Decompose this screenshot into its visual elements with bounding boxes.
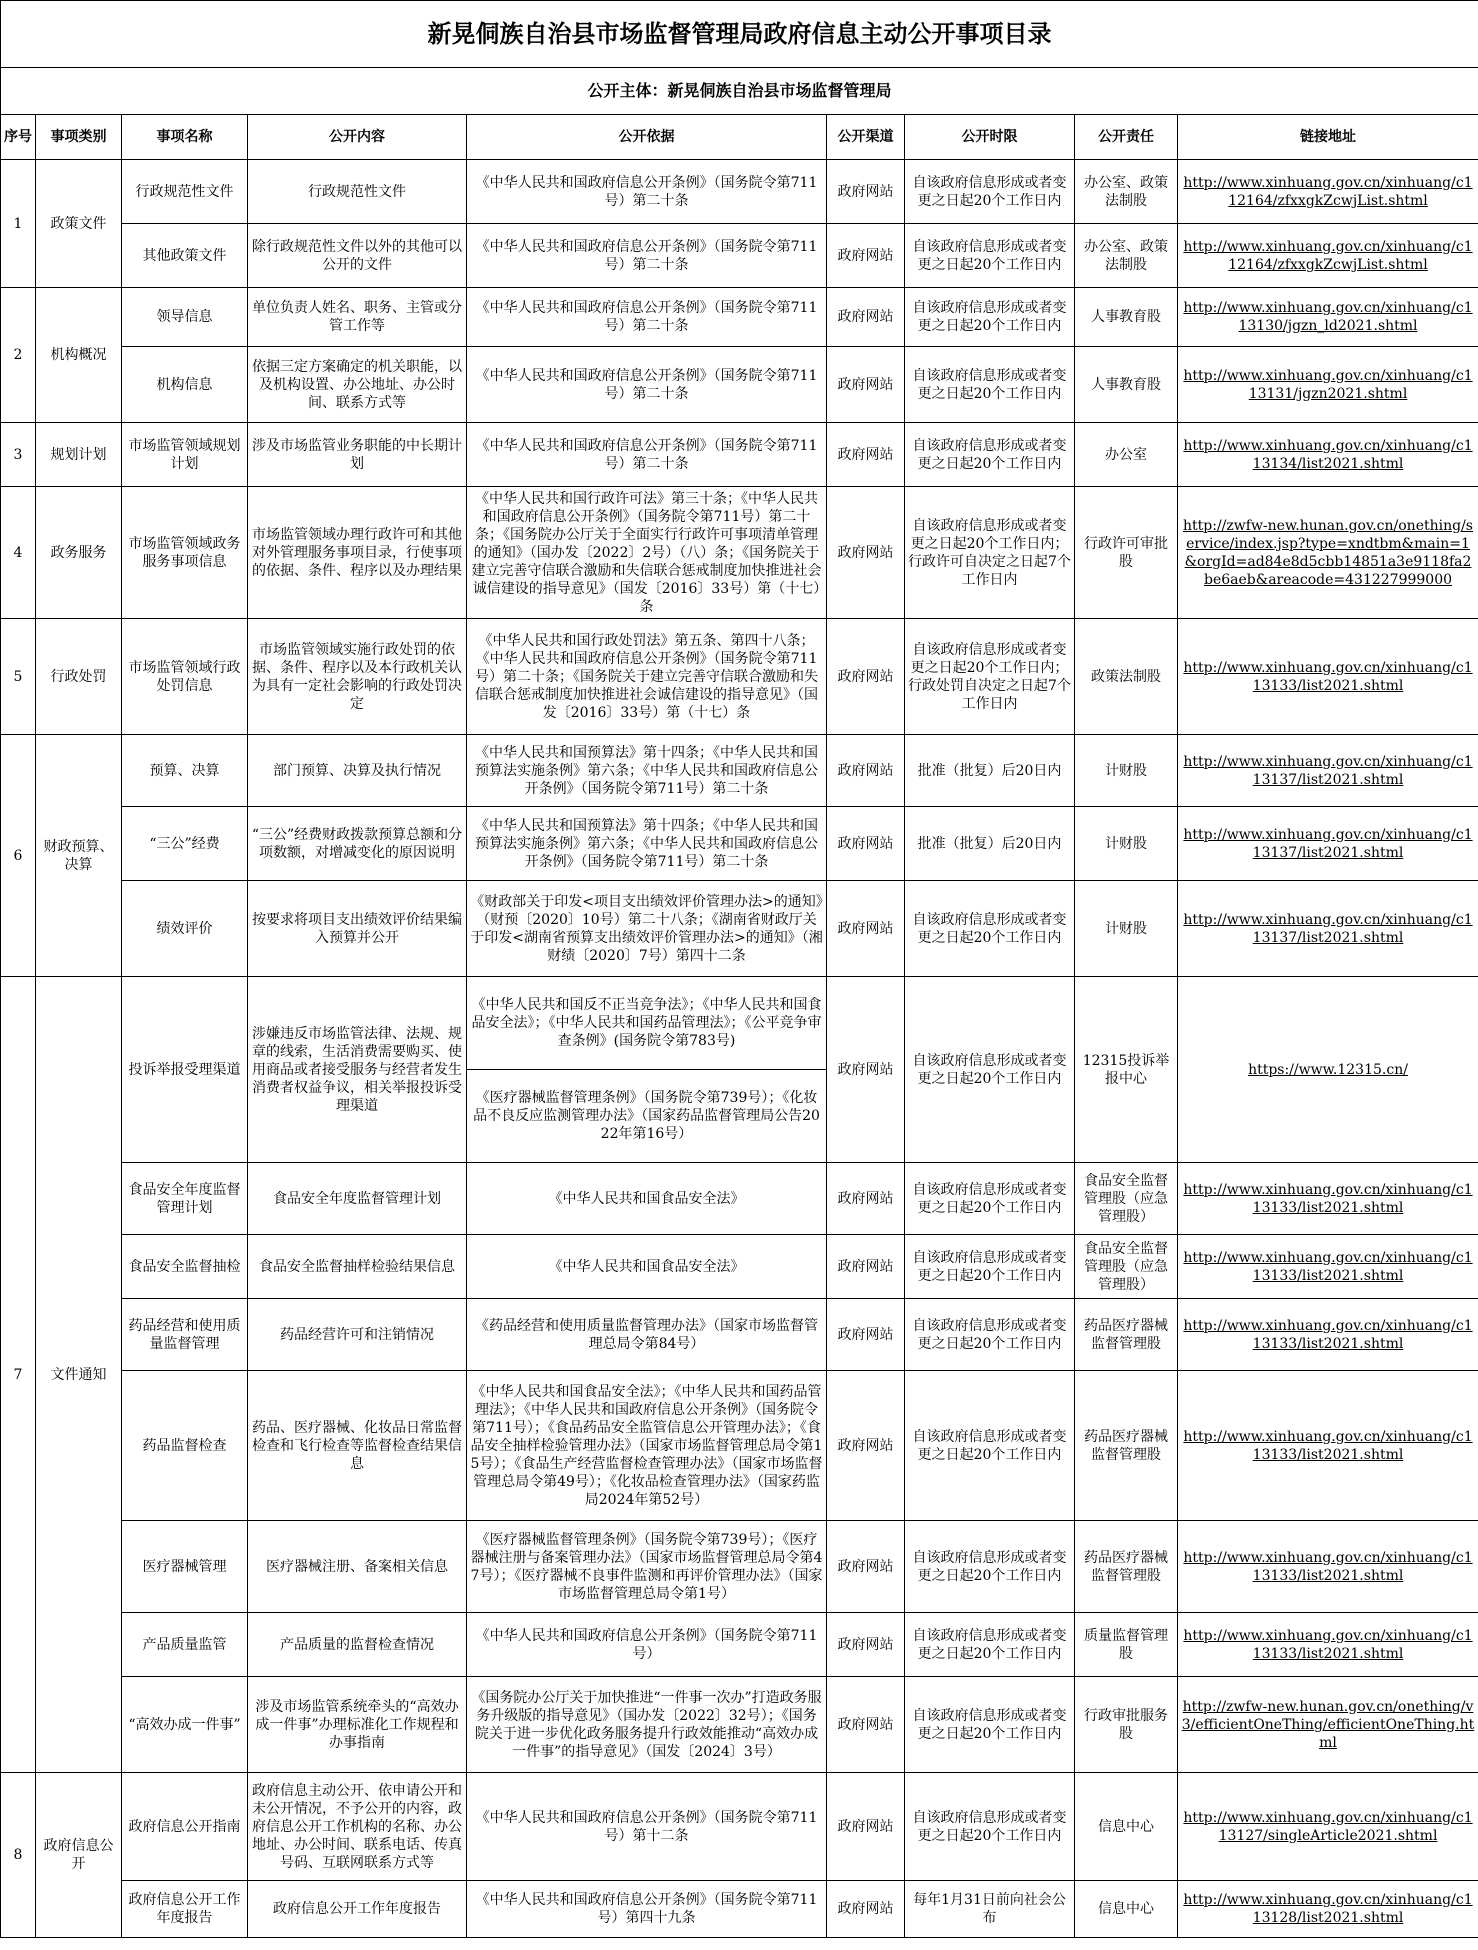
item-time: 自该政府信息形成或者变更之日起20个工作日内 xyxy=(905,224,1075,288)
table-row xyxy=(1,288,1478,347)
item-channel: 政府网站 xyxy=(827,807,905,881)
item-basis: 《中华人民共和国政府信息公开条例》（国务院令第711号）第四十九条 xyxy=(467,1881,827,1938)
row-number: 6 xyxy=(1,735,36,977)
item-channel: 政府网站 xyxy=(827,977,905,1163)
item-channel: 政府网站 xyxy=(827,735,905,807)
item-link-cell xyxy=(1178,881,1478,977)
item-basis: 《中华人民共和国政府信息公开条例》（国务院令第711号）第二十条 xyxy=(467,288,827,347)
item-content: 涉及市场监管系统牵头的“高效办成一件事”办理标准化工作规程和办事指南 xyxy=(248,1677,467,1773)
item-time: 自该政府信息形成或者变更之日起20个工作日内 xyxy=(905,1677,1075,1773)
item-channel: 政府网站 xyxy=(827,1235,905,1299)
item-link[interactable]: https://www.12315.cn/ xyxy=(1248,1061,1408,1078)
item-time: 自该政府信息形成或者变更之日起20个工作日内 xyxy=(905,1163,1075,1235)
item-duty: 计财股 xyxy=(1075,735,1178,807)
item-basis: 《国务院办公厅关于加快推进“一件事一次办”打造政务服务升级版的指导意见》（国办发〔2022〕32号）；《国务院关于进一步优化政务服务提升行政效能推动“高效办成一件事”的指导意见》（国发〔2024〕3号） xyxy=(467,1677,827,1773)
item-link[interactable]: http://www.xinhuang.gov.cn/xinhuang/c113130/jgzn_ld2021.shtml xyxy=(1183,300,1473,334)
row-category: 文件通知 xyxy=(36,977,122,1773)
item-name: 食品安全年度监督管理计划 xyxy=(122,1163,248,1235)
item-link[interactable]: http://www.xinhuang.gov.cn/xinhuang/c113133/list2021.shtml xyxy=(1183,1627,1473,1662)
table-row xyxy=(1,1677,1478,1773)
item-link-cell xyxy=(1178,423,1478,487)
item-content: 涉及市场监管业务职能的中长期计划 xyxy=(248,423,467,487)
item-name: 绩效评价 xyxy=(122,881,248,977)
item-channel: 政府网站 xyxy=(827,1613,905,1677)
item-basis: 《中华人民共和国行政处罚法》第五条、第四十八条；《中华人民共和国政府信息公开条例》（国务院令第711号）第二十条；《国务院关于建立完善守信联合激励和失信联合惩戒制度加快推进社会诚信建设的指导意见》（国发〔2016〕33号）第（十七）条 xyxy=(467,619,827,735)
table-row xyxy=(1,619,1478,735)
row-category: 行政处罚 xyxy=(36,619,122,735)
item-time: 自该政府信息形成或者变更之日起20个工作日内 xyxy=(905,1235,1075,1299)
item-time: 自该政府信息形成或者变更之日起20个工作日内 xyxy=(905,423,1075,487)
item-content: 食品安全监督抽样检验结果信息 xyxy=(248,1235,467,1299)
item-channel: 政府网站 xyxy=(827,1299,905,1371)
item-time: 自该政府信息形成或者变更之日起20个工作日内 xyxy=(905,1773,1075,1881)
item-name: 领导信息 xyxy=(122,288,248,347)
item-link-cell xyxy=(1178,1521,1478,1613)
item-link[interactable]: http://www.xinhuang.gov.cn/xinhuang/c113133/list2021.shtml xyxy=(1183,659,1473,694)
item-link[interactable]: http://www.xinhuang.gov.cn/xinhuang/c113137/list2021.shtml xyxy=(1183,911,1473,946)
item-duty: 药品医疗器械监督管理股 xyxy=(1075,1371,1178,1521)
item-content: 按要求将项目支出绩效评价结果编入预算并公开 xyxy=(248,881,467,977)
item-name: 机构信息 xyxy=(122,347,248,423)
header-content: 公开内容 xyxy=(248,115,467,160)
item-link-cell xyxy=(1178,1613,1478,1677)
item-content: 依据三定方案确定的机关职能，以及机构设置、办公地址、办公时间、联系方式等 xyxy=(248,347,467,423)
table-row xyxy=(1,1163,1478,1235)
item-duty: 办公室、政策法制股 xyxy=(1075,224,1178,288)
item-time: 自该政府信息形成或者变更之日起20个工作日内 xyxy=(905,1299,1075,1371)
header-category: 事项类别 xyxy=(36,115,122,160)
page-title: 新晃侗族自治县市场监督管理局政府信息主动公开事项目录 xyxy=(1,1,1478,68)
item-name: 食品安全监督抽检 xyxy=(122,1235,248,1299)
item-time: 自该政府信息形成或者变更之日起20个工作日内 xyxy=(905,1371,1075,1521)
header-basis: 公开依据 xyxy=(467,115,827,160)
item-name: 市场监管领域规划计划 xyxy=(122,423,248,487)
item-duty: 人事教育股 xyxy=(1075,288,1178,347)
item-link[interactable]: http://www.xinhuang.gov.cn/xinhuang/c113133/list2021.shtml xyxy=(1183,1549,1473,1584)
item-basis: 《中华人民共和国政府信息公开条例》（国务院令第711号）第二十条 xyxy=(467,224,827,288)
item-link-cell xyxy=(1178,288,1478,347)
item-content: 涉嫌违反市场监管法律、法规、规章的线索，生活消费需要购买、使用商品或者接受服务与经营者发生消费者权益争议，相关举报投诉受理渠道 xyxy=(248,977,467,1163)
item-content: 行政规范性文件 xyxy=(248,160,467,224)
item-duty: 食品安全监督管理股（应急管理股） xyxy=(1075,1235,1178,1299)
item-channel: 政府网站 xyxy=(827,423,905,487)
header-no: 序号 xyxy=(1,115,36,160)
item-name: “高效办成一件事” xyxy=(122,1677,248,1773)
row-category: 机构概况 xyxy=(36,288,122,423)
item-name: 市场监管领域政务服务事项信息 xyxy=(122,487,248,619)
item-name: 其他政策文件 xyxy=(122,224,248,288)
item-basis: 《中华人民共和国政府信息公开条例》（国务院令第711号）第十二条 xyxy=(467,1773,827,1881)
item-content: 单位负责人姓名、职务、主管或分管工作等 xyxy=(248,288,467,347)
item-basis: 《中华人民共和国预算法》第十四条；《中华人民共和国预算法实施条例》第六条；《中华人民共和国政府信息公开条例》（国务院令第711号）第二十条 xyxy=(467,735,827,807)
table-row xyxy=(1,1881,1478,1938)
item-basis: 《中华人民共和国食品安全法》；《中华人民共和国药品管理法》；《中华人民共和国政府信息公开条例》（国务院令第711号）；《食品药品安全监管信息公开管理办法》；《食品安全抽样检验管理办法》（国家市场监督管理总局令第15号）；《食品生产经营监督检查管理办法》（国家市场监督管理总局令第49号）；《化妆品检查管理办法》（国家药监局2024年第52号） xyxy=(467,1371,827,1521)
table-row xyxy=(1,1299,1478,1371)
item-basis: 《医疗器械监督管理条例》（国务院令第739号）；《医疗器械注册与备案管理办法》（国家市场监督管理总局令第47号）；《医疗器械不良事件监测和再评价管理办法》（国家市场监督管理总局令第1号） xyxy=(467,1521,827,1613)
item-link[interactable]: http://www.xinhuang.gov.cn/xinhuang/c113127/singleArticle2021.shtml xyxy=(1183,1809,1473,1844)
item-link-cell xyxy=(1178,619,1478,735)
row-number: 4 xyxy=(1,487,36,619)
item-time: 每年1月31日前向社会公布 xyxy=(905,1881,1075,1938)
item-name: 政府信息公开工作年度报告 xyxy=(122,1881,248,1938)
item-name: 行政规范性文件 xyxy=(122,160,248,224)
item-channel: 政府网站 xyxy=(827,1881,905,1938)
item-basis: 《中华人民共和国政府信息公开条例》（国务院令第711号）第二十条 xyxy=(467,423,827,487)
header-channel: 公开渠道 xyxy=(827,115,905,160)
publisher-subject: 公开主体：新晃侗族自治县市场监督管理局 xyxy=(1,68,1478,115)
row-number: 1 xyxy=(1,160,36,288)
item-time: 自该政府信息形成或者变更之日起20个工作日内 xyxy=(905,347,1075,423)
item-duty: 药品医疗器械监督管理股 xyxy=(1075,1521,1178,1613)
item-channel: 政府网站 xyxy=(827,619,905,735)
item-link-cell xyxy=(1178,977,1478,1163)
item-link-cell xyxy=(1178,1299,1478,1371)
item-link[interactable]: http://www.xinhuang.gov.cn/xinhuang/c113134/list2021.shtml xyxy=(1183,437,1473,472)
item-name: 预算、决算 xyxy=(122,735,248,807)
item-content: 药品、医疗器械、化妆品日常监督检查和飞行检查等监督检查结果信息 xyxy=(248,1371,467,1521)
table-row xyxy=(1,423,1478,487)
row-number: 8 xyxy=(1,1773,36,1938)
item-content: 医疗器械注册、备案相关信息 xyxy=(248,1521,467,1613)
item-time: 自该政府信息形成或者变更之日起20个工作日内；行政处罚自决定之日起7个工作日内 xyxy=(905,619,1075,735)
item-channel: 政府网站 xyxy=(827,347,905,423)
item-duty: 行政审批服务股 xyxy=(1075,1677,1178,1773)
header-time: 公开时限 xyxy=(905,115,1075,160)
item-duty: 信息中心 xyxy=(1075,1881,1178,1938)
item-duty: 信息中心 xyxy=(1075,1773,1178,1881)
item-content: 药品经营许可和注销情况 xyxy=(248,1299,467,1371)
item-basis: 《中华人民共和国政府信息公开条例》（国务院令第711号）第二十条 xyxy=(467,347,827,423)
item-link-cell xyxy=(1178,735,1478,807)
item-time: 自该政府信息形成或者变更之日起20个工作日内 xyxy=(905,160,1075,224)
item-link-cell xyxy=(1178,160,1478,224)
row-category: 规划计划 xyxy=(36,423,122,487)
item-channel: 政府网站 xyxy=(827,1163,905,1235)
item-name: 政府信息公开指南 xyxy=(122,1773,248,1881)
item-name: “三公”经费 xyxy=(122,807,248,881)
item-link-cell xyxy=(1178,1235,1478,1299)
item-duty: 12315投诉举报中心 xyxy=(1075,977,1178,1163)
item-content: 政府信息公开工作年度报告 xyxy=(248,1881,467,1938)
item-link[interactable]: http://www.xinhuang.gov.cn/xinhuang/c112164/zfxxgkZcwjList.shtml xyxy=(1183,174,1473,209)
table-row xyxy=(1,224,1478,288)
table-row xyxy=(1,347,1478,423)
table-row xyxy=(1,487,1478,619)
item-link-cell xyxy=(1178,1371,1478,1521)
table-row xyxy=(1,1521,1478,1613)
item-duty: 计财股 xyxy=(1075,807,1178,881)
item-duty: 人事教育股 xyxy=(1075,347,1178,423)
header-name: 事项名称 xyxy=(122,115,248,160)
item-link[interactable]: http://www.xinhuang.gov.cn/xinhuang/c112164/zfxxgkZcwjList.shtml xyxy=(1183,238,1473,273)
row-category: 政务服务 xyxy=(36,487,122,619)
item-basis: 《药品经营和使用质量监督管理办法》（国家市场监督管理总局令第84号） xyxy=(467,1299,827,1371)
row-number: 2 xyxy=(1,288,36,423)
item-link-cell xyxy=(1178,807,1478,881)
table-row xyxy=(1,1773,1478,1881)
header-duty: 公开责任 xyxy=(1075,115,1178,160)
item-link-cell xyxy=(1178,1881,1478,1938)
item-basis: 《中华人民共和国行政许可法》第三十条；《中华人民共和国政府信息公开条例》（国务院令第711号）第二十条；《国务院办公厅关于全面实行行政许可事项清单管理的通知》（国办发〔2022〕2号）（八）条；《国务院关于建立完善守信联合激励和失信联合惩戒制度加快推进社会诚信建设的指导意见》（国发〔2016〕33号）第（十七）条 xyxy=(467,487,827,619)
item-duty: 食品安全监督管理股（应急管理股） xyxy=(1075,1163,1178,1235)
item-content: 食品安全年度监督管理计划 xyxy=(248,1163,467,1235)
item-link-cell xyxy=(1178,1163,1478,1235)
item-time: 自该政府信息形成或者变更之日起20个工作日内 xyxy=(905,1613,1075,1677)
item-basis: 《中华人民共和国食品安全法》 xyxy=(467,1235,827,1299)
item-duty: 办公室、政策法制股 xyxy=(1075,160,1178,224)
row-category: 财政预算、决算 xyxy=(36,735,122,977)
item-channel: 政府网站 xyxy=(827,224,905,288)
item-basis: 《中华人民共和国政府信息公开条例》（国务院令第711号） xyxy=(467,1613,827,1677)
item-channel: 政府网站 xyxy=(827,1521,905,1613)
item-link-cell xyxy=(1178,487,1478,619)
item-time: 批准（批复）后20日内 xyxy=(905,807,1075,881)
item-name: 医疗器械管理 xyxy=(122,1521,248,1613)
item-time: 批准（批复）后20日内 xyxy=(905,735,1075,807)
item-time: 自该政府信息形成或者变更之日起20个工作日内 xyxy=(905,288,1075,347)
item-channel: 政府网站 xyxy=(827,288,905,347)
item-channel: 政府网站 xyxy=(827,1773,905,1881)
item-basis: 《财政部关于印发<项目支出绩效评价管理办法>的通知》（财预〔2020〕10号）第二十八条；《湖南省财政厅关于印发<湖南省预算支出绩效评价管理办法>的通知》（湘财绩〔2020〕7号）第四十二条 xyxy=(467,881,827,977)
item-channel: 政府网站 xyxy=(827,1677,905,1773)
table-row xyxy=(1,1235,1478,1299)
item-name: 药品监督检查 xyxy=(122,1371,248,1521)
item-link[interactable]: http://www.xinhuang.gov.cn/xinhuang/c113137/list2021.shtml xyxy=(1183,753,1473,788)
item-time: 自该政府信息形成或者变更之日起20个工作日内 xyxy=(905,977,1075,1163)
table-row xyxy=(1,977,1478,1070)
item-content: 除行政规范性文件以外的其他可以公开的文件 xyxy=(248,224,467,288)
item-link-cell xyxy=(1178,1773,1478,1881)
item-duty: 行政许可审批股 xyxy=(1075,487,1178,619)
item-name: 产品质量监管 xyxy=(122,1613,248,1677)
table-row xyxy=(1,1613,1478,1677)
item-content: 市场监管领域办理行政许可和其他对外管理服务事项目录，行使事项的依据、条件、程序以及办理结果 xyxy=(248,487,467,619)
item-duty: 办公室 xyxy=(1075,423,1178,487)
item-link-cell xyxy=(1178,347,1478,423)
table-row xyxy=(1,735,1478,807)
item-time: 自该政府信息形成或者变更之日起20个工作日内 xyxy=(905,881,1075,977)
item-channel: 政府网站 xyxy=(827,487,905,619)
item-link-cell xyxy=(1178,1677,1478,1773)
header-link: 链接地址 xyxy=(1178,115,1478,160)
item-name: 市场监管领域行政处罚信息 xyxy=(122,619,248,735)
item-channel: 政府网站 xyxy=(827,881,905,977)
item-time: 自该政府信息形成或者变更之日起20个工作日内；行政许可自决定之日起7个工作日内 xyxy=(905,487,1075,619)
item-duty: 政策法制股 xyxy=(1075,619,1178,735)
row-category: 政策文件 xyxy=(36,160,122,288)
item-duty: 计财股 xyxy=(1075,881,1178,977)
item-link[interactable]: http://www.xinhuang.gov.cn/xinhuang/c113133/list2021.shtml xyxy=(1183,1317,1473,1352)
item-basis: 《中华人民共和国政府信息公开条例》（国务院令第711号）第二十条 xyxy=(467,160,827,224)
item-content: 市场监管领域实施行政处罚的依据、条件、程序以及本行政机关认为具有一定社会影响的行政处罚决定 xyxy=(248,619,467,735)
row-number: 3 xyxy=(1,423,36,487)
item-channel: 政府网站 xyxy=(827,1371,905,1521)
item-link[interactable]: http://zwfw-new.hunan.gov.cn/onething/v3/efficientOneThing/efficientOneThing.html xyxy=(1181,1698,1475,1751)
item-link[interactable]: http://zwfw-new.hunan.gov.cn/onething/service/index.jsp?type=xndtbm&main=1&orgId=ad84e8d5cbb14851a3e9118fa2be6aeb&areacode=431227999000 xyxy=(1183,517,1473,588)
table-row xyxy=(1,881,1478,977)
item-content: 产品质量的监督检查情况 xyxy=(248,1613,467,1677)
table-row xyxy=(1,160,1478,224)
item-duty: 药品医疗器械监督管理股 xyxy=(1075,1299,1178,1371)
item-link[interactable]: http://www.xinhuang.gov.cn/xinhuang/c113133/list2021.shtml xyxy=(1183,1428,1473,1463)
item-link[interactable]: http://www.xinhuang.gov.cn/xinhuang/c113133/list2021.shtml xyxy=(1183,1249,1473,1284)
row-category: 政府信息公开 xyxy=(36,1773,122,1938)
item-time: 自该政府信息形成或者变更之日起20个工作日内 xyxy=(905,1521,1075,1613)
item-basis: 《中华人民共和国食品安全法》 xyxy=(467,1163,827,1235)
item-name: 药品经营和使用质量监督管理 xyxy=(122,1299,248,1371)
item-link[interactable]: http://www.xinhuang.gov.cn/xinhuang/c113128/list2021.shtml xyxy=(1183,1892,1473,1926)
item-basis: 《中华人民共和国反不正当竞争法》；《中华人民共和国食品安全法》；《中华人民共和国药品管理法》；《公平竞争审查条例》(国务院令第783号) xyxy=(467,977,827,1070)
table-row xyxy=(1,1371,1478,1521)
item-link[interactable]: http://www.xinhuang.gov.cn/xinhuang/c113133/list2021.shtml xyxy=(1183,1181,1473,1216)
item-link-cell xyxy=(1178,224,1478,288)
item-link[interactable]: http://www.xinhuang.gov.cn/xinhuang/c113137/list2021.shtml xyxy=(1183,826,1473,861)
row-number: 7 xyxy=(1,977,36,1773)
row-number: 5 xyxy=(1,619,36,735)
item-channel: 政府网站 xyxy=(827,160,905,224)
table-row xyxy=(1,807,1478,881)
item-basis-secondary: 《医疗器械监督管理条例》（国务院令第739号）；《化妆品不良反应监测管理办法》（国家药品监督管理局公告2022年第16号） xyxy=(467,1070,827,1163)
item-link[interactable]: http://www.xinhuang.gov.cn/xinhuang/c113131/jgzn2021.shtml xyxy=(1183,367,1473,402)
item-duty: 质量监督管理股 xyxy=(1075,1613,1178,1677)
item-content: 部门预算、决算及执行情况 xyxy=(248,735,467,807)
item-content: 政府信息主动公开、依申请公开和未公开情况，不予公开的内容，政府信息公开工作机构的名称、办公地址、办公时间、联系电话、传真号码、互联网联系方式等 xyxy=(248,1773,467,1881)
item-basis: 《中华人民共和国预算法》第十四条；《中华人民共和国预算法实施条例》第六条；《中华人民共和国政府信息公开条例》（国务院令第711号）第二十条 xyxy=(467,807,827,881)
item-name: 投诉举报受理渠道 xyxy=(122,977,248,1163)
item-content: “三公”经费财政拨款预算总额和分项数额，对增减变化的原因说明 xyxy=(248,807,467,881)
